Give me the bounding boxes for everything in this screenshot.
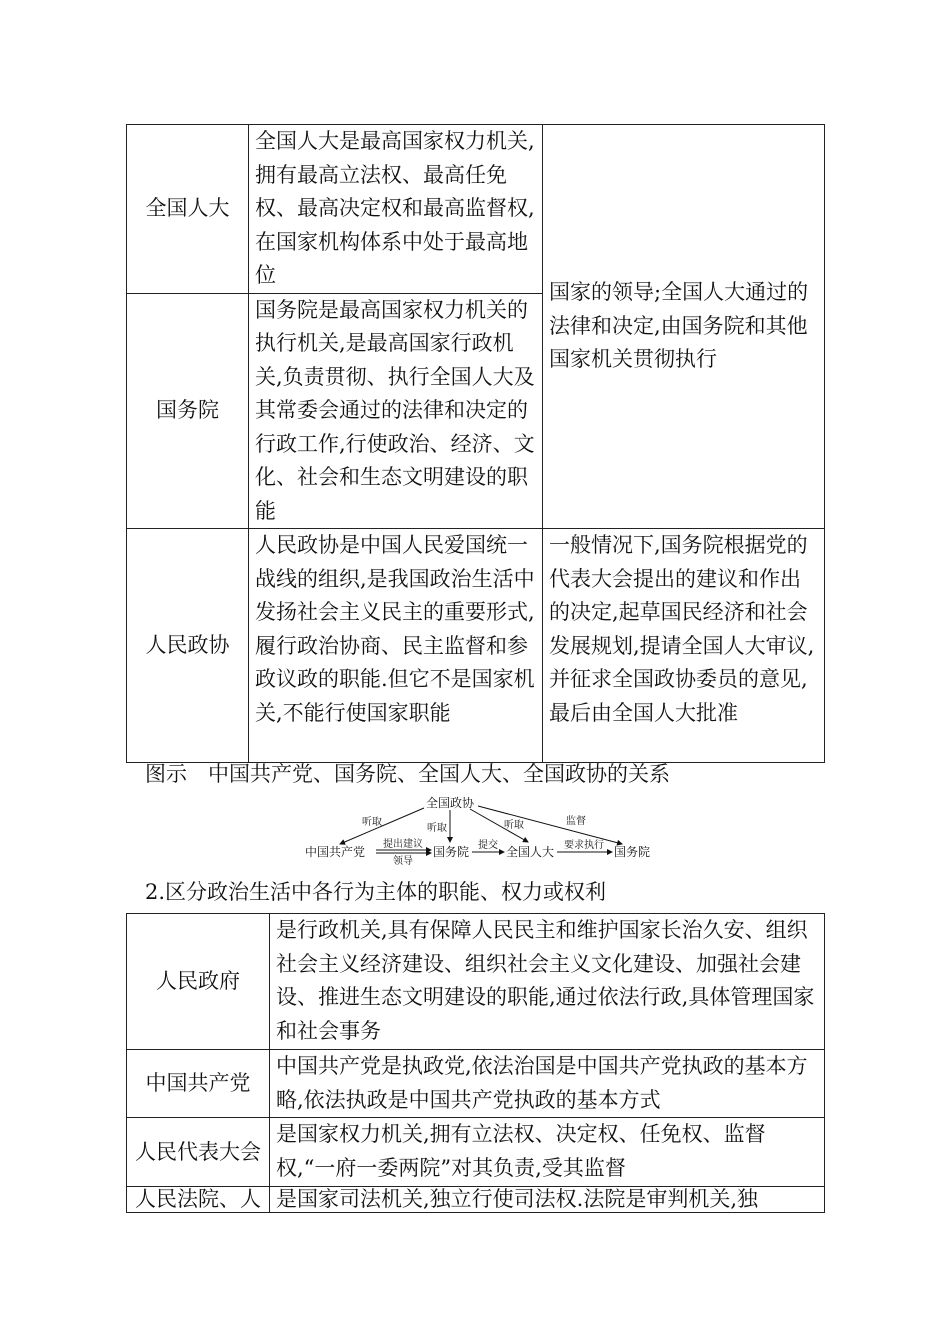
label-listen-right: 听取 <box>504 820 524 831</box>
row-label: 全国人大 <box>127 125 249 294</box>
label-lead: 领导 <box>393 856 413 866</box>
row-description: 是国家司法机关,独立行使司法权.法院是审判机关,独 <box>270 1187 825 1213</box>
diagram-caption: 图示 中国共产党、国务院、全国人大、全国政协的关系 <box>145 762 670 786</box>
node-state-council: 国务院 <box>433 845 470 859</box>
row-label: 人民代表大会 <box>127 1118 270 1187</box>
arrow-supervise <box>478 806 622 844</box>
node-top: 全国政协 <box>425 796 475 810</box>
row-label: 人民政协 <box>127 529 249 763</box>
row-label: 中国共产党 <box>127 1050 270 1118</box>
node-npc: 全国人大 <box>506 845 555 859</box>
row-description: 是行政机关,具有保障人民民主和维护国家长治久安、组织社会主义经济建设、组织社会主义文化建设、加强社会建设、推进生态文明建设的职能,通过依法行政,具体管理国家和社会事务 <box>270 914 825 1050</box>
table-row <box>127 1187 825 1213</box>
table-row <box>127 125 825 294</box>
table-row <box>127 529 825 763</box>
table-row <box>127 1118 825 1187</box>
label-suggest: 提出建议 <box>383 839 423 850</box>
section-heading: 2.区分政治生活中各行为主体的职能、权力或权利 <box>145 880 607 904</box>
label-supervise: 监督 <box>566 816 586 827</box>
row-description: 全国人大是最高国家权力机关,拥有最高立法权、最高任免权、最高决定权和最高监督权,在国家机构体系中处于最高地位 <box>249 125 543 294</box>
table-row <box>127 1050 825 1118</box>
row-label: 国务院 <box>127 293 249 529</box>
label-listen-left: 听取 <box>362 817 382 828</box>
row-label: 人民政府 <box>127 914 270 1050</box>
node-state-council-2: 国务院 <box>614 845 651 859</box>
label-submit: 提交 <box>478 840 498 851</box>
node-cpc: 中国共产党 <box>305 845 366 859</box>
relation-cell: 一般情况下,国务院根据党的代表大会提出的建议和作出的决定,起草国民经济和社会发展规划,提请全国人大审议,并征求全国政协委员的意见,最后由全国人大批准 <box>543 529 825 763</box>
relationship-diagram <box>300 794 660 866</box>
row-label: 人民法院、人 <box>127 1187 270 1213</box>
row-description: 是国家权力机关,拥有立法权、决定权、任免权、监督权,“一府一委两院”对其负责,受其监督 <box>270 1118 825 1187</box>
label-listen-mid: 听取 <box>427 823 447 834</box>
row-description: 中国共产党是执政党,依法治国是中国共产党执政的基本方略,依法执政是中国共产党执政的基本方式 <box>270 1050 825 1118</box>
label-demand: 要求执行 <box>564 840 604 851</box>
row-description: 人民政协是中国人民爱国统一战线的组织,是我国政治生活中发扬社会主义民主的重要形式,履行政治协商、民主监督和参政议政的职能.但它不是国家机关,不能行使国家职能 <box>249 529 543 763</box>
relation-cell: 国家的领导;全国人大通过的法律和决定,由国务院和其他国家机关贯彻执行 <box>543 125 825 529</box>
actors-table <box>126 913 825 1213</box>
institutions-table <box>126 124 825 763</box>
table-row <box>127 914 825 1050</box>
row-description: 国务院是最高国家权力机关的执行机关,是最高国家行政机关,负责贯彻、执行全国人大及其常委会通过的法律和决定的行政工作,行使政治、经济、文化、社会和生态文明建设的职能 <box>249 293 543 529</box>
